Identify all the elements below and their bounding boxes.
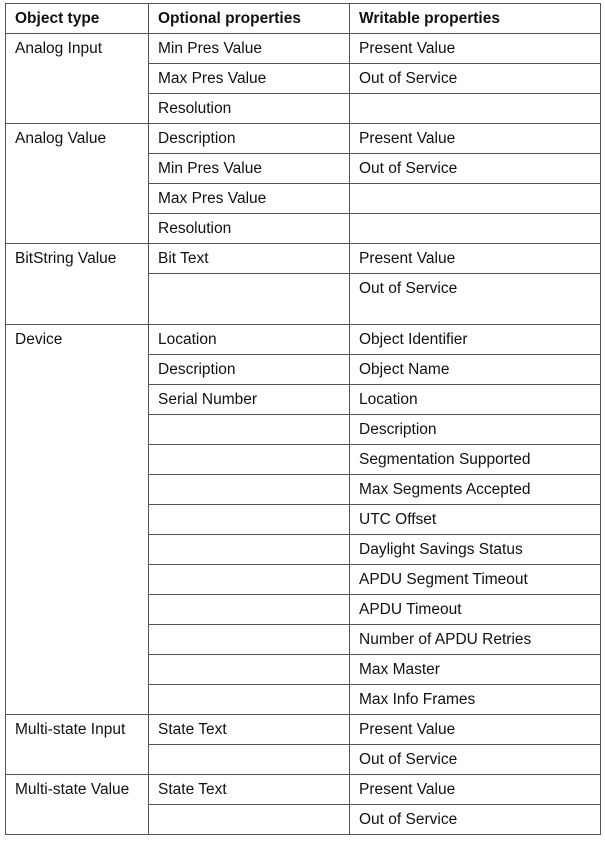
writable-property-cell xyxy=(350,94,601,124)
object-type-cell: Multi-state Value xyxy=(6,775,149,835)
header-writable-properties: Writable properties xyxy=(350,4,601,34)
optional-property-cell: Serial Number xyxy=(149,385,350,415)
table-row xyxy=(6,775,601,805)
writable-property-cell: Present Value xyxy=(350,124,601,154)
writable-property-cell: Object Identifier xyxy=(350,325,601,355)
writable-property-cell: Present Value xyxy=(350,34,601,64)
optional-property-cell xyxy=(149,805,350,835)
optional-property-cell xyxy=(149,745,350,775)
writable-property-cell: Out of Service xyxy=(350,154,601,184)
object-type-cell: Analog Value xyxy=(6,124,149,244)
optional-property-cell xyxy=(149,535,350,565)
optional-property-cell: Max Pres Value xyxy=(149,64,350,94)
writable-property-cell: Max Master xyxy=(350,655,601,685)
object-type-cell: BitString Value xyxy=(6,244,149,325)
writable-property-cell xyxy=(350,184,601,214)
optional-property-cell: Min Pres Value xyxy=(149,34,350,64)
optional-property-cell xyxy=(149,625,350,655)
header-row xyxy=(6,4,601,34)
object-type-cell: Analog Input xyxy=(6,34,149,124)
optional-property-cell: Description xyxy=(149,124,350,154)
optional-property-cell: Max Pres Value xyxy=(149,184,350,214)
optional-property-cell xyxy=(149,595,350,625)
writable-property-cell: Location xyxy=(350,385,601,415)
writable-property-cell: Segmentation Supported xyxy=(350,445,601,475)
header-optional-properties: Optional properties xyxy=(149,4,350,34)
table-row xyxy=(6,34,601,64)
optional-property-cell xyxy=(149,415,350,445)
optional-property-cell: Resolution xyxy=(149,214,350,244)
writable-property-cell: Out of Service xyxy=(350,805,601,835)
writable-property-cell: UTC Offset xyxy=(350,505,601,535)
writable-property-cell xyxy=(350,214,601,244)
writable-property-cell: Max Info Frames xyxy=(350,685,601,715)
header-object-type: Object type xyxy=(6,4,149,34)
writable-property-cell: Present Value xyxy=(350,244,601,274)
writable-property-cell: Number of APDU Retries xyxy=(350,625,601,655)
writable-property-cell: Out of Service xyxy=(350,745,601,775)
optional-property-cell xyxy=(149,655,350,685)
optional-property-cell xyxy=(149,445,350,475)
table-row xyxy=(6,715,601,745)
object-type-cell: Device xyxy=(6,325,149,715)
optional-property-cell: Location xyxy=(149,325,350,355)
writable-property-cell: APDU Segment Timeout xyxy=(350,565,601,595)
optional-property-cell: Resolution xyxy=(149,94,350,124)
optional-property-cell xyxy=(149,475,350,505)
writable-property-cell: Present Value xyxy=(350,775,601,805)
optional-property-cell: Description xyxy=(149,355,350,385)
writable-property-cell: Out of Service xyxy=(350,274,601,325)
optional-property-cell: State Text xyxy=(149,715,350,745)
object-type-cell: Multi-state Input xyxy=(6,715,149,775)
table-row xyxy=(6,124,601,154)
table-row xyxy=(6,244,601,274)
writable-property-cell: Object Name xyxy=(350,355,601,385)
optional-property-cell xyxy=(149,505,350,535)
optional-property-cell xyxy=(149,685,350,715)
optional-property-cell: Min Pres Value xyxy=(149,154,350,184)
writable-property-cell: Out of Service xyxy=(350,64,601,94)
table-row xyxy=(6,325,601,355)
writable-property-cell: Max Segments Accepted xyxy=(350,475,601,505)
optional-property-cell: Bit Text xyxy=(149,244,350,274)
writable-property-cell: Present Value xyxy=(350,715,601,745)
optional-property-cell xyxy=(149,565,350,595)
optional-property-cell xyxy=(149,274,350,325)
writable-property-cell: Daylight Savings Status xyxy=(350,535,601,565)
writable-property-cell: APDU Timeout xyxy=(350,595,601,625)
optional-property-cell: State Text xyxy=(149,775,350,805)
writable-property-cell: Description xyxy=(350,415,601,445)
object-properties-table xyxy=(5,3,601,835)
